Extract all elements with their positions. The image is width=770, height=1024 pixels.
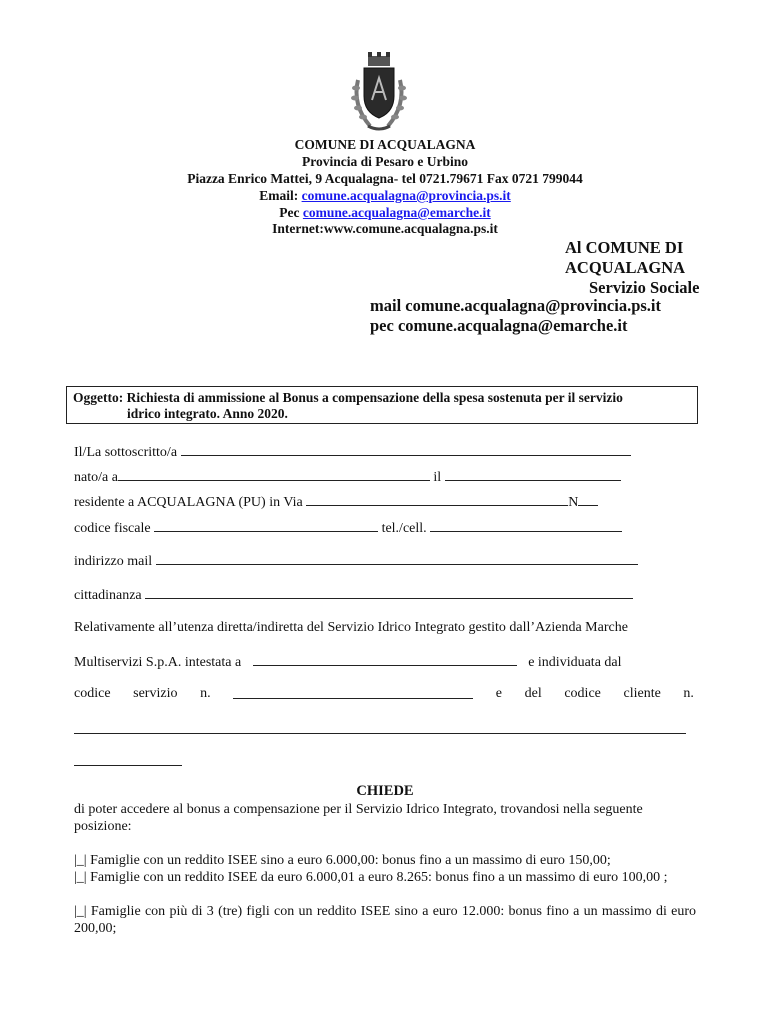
codice-cliente-field-continued[interactable] — [74, 765, 182, 766]
cittadinanza-row — [74, 586, 633, 604]
chiede-intro: di poter accedere al bonus a compensazione per il Servizio Idrico Integrato, trovandosi nella seguente posizione: — [74, 802, 643, 834]
birthplace-field[interactable] — [118, 468, 430, 481]
n-label-2: n. — [683, 686, 694, 701]
pec-line — [0, 204, 770, 221]
recipient-mail: mail comune.acqualagna@provincia.ps.it — [370, 296, 661, 315]
codice-servizio-row — [74, 686, 694, 702]
codice-cliente-field[interactable] — [74, 733, 686, 734]
coat-of-arms — [348, 50, 410, 134]
sottoscritto-field[interactable] — [181, 443, 631, 456]
cf-field[interactable] — [154, 519, 378, 532]
intestatario-field[interactable] — [253, 653, 517, 666]
mail-field[interactable] — [156, 552, 638, 565]
option-2[interactable]: |_| Famiglie con un reddito ISEE da euro 6.000,01 a euro 8.265: bonus fino a un massimo di euro 100,00 ; — [74, 870, 668, 885]
subject-line-2: idrico integrato. Anno 2020. — [127, 406, 288, 421]
sottoscritto-row — [74, 443, 631, 461]
e-label: e — [495, 686, 503, 701]
multiservizi-label: Multiservizi S.p.A. intestata a — [74, 655, 242, 670]
recipient-line-2: ACQUALAGNA — [565, 258, 686, 277]
email-label: Email: — [259, 188, 299, 203]
option-3[interactable]: |_| Famiglie con più di 3 (tre) figli con un reddito ISEE sino a euro 12.000: bonus fino a un massimo di euro 200,00; — [74, 904, 696, 936]
cliente-label: cliente — [623, 686, 661, 701]
house-number-field[interactable] — [578, 493, 598, 506]
address: Piazza Enrico Mattei, 9 Acqualagna- tel 0721.79671 Fax 0721 799044 — [187, 171, 583, 186]
subject-line-1: Oggetto: Richiesta di ammissione al Bonus a compensazione della spesa sostenuta per il servizio — [73, 390, 623, 405]
internet-line: Internet:www.comune.acqualagna.ps.it — [272, 221, 498, 236]
tel-label: tel./cell. — [381, 521, 427, 536]
mail-row — [74, 552, 638, 570]
mail-label: indirizzo mail — [74, 554, 153, 569]
cf-label: codice fiscale — [74, 521, 151, 536]
nato-label: nato/a a — [74, 470, 118, 485]
cittadinanza-field[interactable] — [145, 586, 633, 599]
n-label-1: n. — [200, 686, 211, 701]
birthdate-field[interactable] — [445, 468, 621, 481]
individuata-label: e individuata dal — [528, 655, 622, 670]
recipient-line-3: Servizio Sociale — [589, 278, 700, 297]
cittadinanza-label: cittadinanza — [74, 588, 142, 603]
codice-label-2: codice — [564, 686, 601, 701]
via-field[interactable] — [306, 493, 568, 506]
pec-link[interactable]: comune.acqualagna@emarche.it — [302, 205, 491, 220]
residente-row — [74, 493, 598, 511]
pec-label: Pec — [279, 205, 300, 220]
multiservizi-row — [74, 653, 622, 671]
email-line — [0, 187, 770, 204]
cf-row — [74, 519, 622, 537]
municipality-name: COMUNE DI ACQUALAGNA — [294, 137, 476, 152]
servizio-label: servizio — [133, 686, 178, 701]
subject-box — [66, 386, 698, 424]
il-label: il — [433, 470, 442, 485]
del-label: del — [524, 686, 542, 701]
num-label: N — [568, 495, 579, 510]
tel-field[interactable] — [430, 519, 622, 532]
sottoscritto-label: Il/La sottoscritto/a — [74, 445, 178, 460]
option-1[interactable]: |_| Famiglie con un reddito ISEE sino a euro 6.000,00: bonus fino a un massimo di euro 150,00; — [74, 853, 611, 868]
codice-label: codice — [74, 686, 111, 701]
email-link[interactable]: comune.acqualagna@provincia.ps.it — [301, 188, 511, 203]
codice-servizio-field[interactable] — [233, 686, 473, 699]
chiede-title: CHIEDE — [356, 783, 414, 799]
recipient-line-1: Al COMUNE DI — [565, 238, 684, 257]
province: Provincia di Pesaro e Urbino — [302, 154, 468, 169]
utenza-line: Relativamente all’utenza diretta/indiretta del Servizio Idrico Integrato gestito dall’Azienda Marche — [74, 620, 628, 635]
residente-label: residente a ACQUALAGNA (PU) in Via — [74, 495, 303, 510]
recipient-pec: pec comune.acqualagna@emarche.it — [370, 316, 628, 335]
nato-row — [74, 468, 621, 486]
